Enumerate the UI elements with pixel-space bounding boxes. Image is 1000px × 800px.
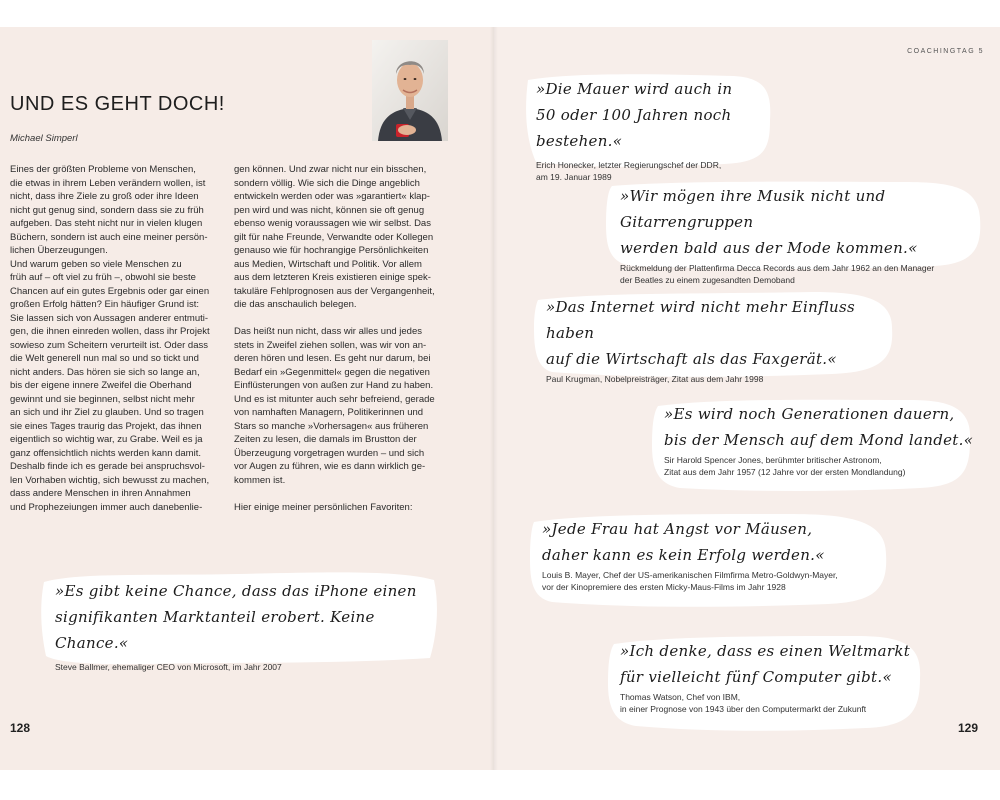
quote-attribution: Steve Ballmer, ehemaliger CEO von Microsoft, im Jahr 2007 bbox=[55, 662, 282, 672]
quote-bubble-decca bbox=[604, 178, 982, 285]
body-line: Bedarf ein »Gegenmittel« gegen die negativen bbox=[234, 366, 430, 378]
quote-line: 50 oder 100 Jahren noch bestehen.« bbox=[536, 106, 732, 150]
quote-line: auf die Wirtschaft als das Faxgerät.« bbox=[546, 350, 837, 368]
quote-line: bis der Mensch auf dem Mond landet.« bbox=[664, 431, 974, 449]
book-gutter bbox=[490, 27, 498, 770]
page-number-left: 128 bbox=[10, 721, 31, 735]
body-line: die das anschaulich belegen. bbox=[234, 299, 357, 310]
body-line: Einflüsterungen von außen zur Hand zu haben. bbox=[234, 380, 434, 391]
quote-bubble-watson bbox=[606, 632, 924, 732]
quote-line: »Ich denke, dass es einen Weltmarkt bbox=[620, 642, 911, 660]
body-line: takuläre Fehlprognosen aus der Vergangenheit, bbox=[234, 285, 435, 297]
quote-attribution: Thomas Watson, Chef von IBM, bbox=[620, 692, 741, 702]
body-line: Und es ist mitunter auch sehr befreiend, gerade bbox=[234, 393, 435, 405]
quote-attribution: vor der Kinopremiere des ersten Micky-Maus-Films im Jahr 1928 bbox=[542, 581, 786, 592]
quote-line: signifikanten Marktanteil erobert. Keine Chance.« bbox=[55, 608, 375, 652]
body-line: bis der eigene innere Zweifel die Oberhand bbox=[10, 380, 192, 391]
quote-attribution: in einer Prognose von 1943 über den Computermarkt der Zukunft bbox=[620, 703, 867, 714]
quote-attribution: Erich Honecker, letzter Regierungschef der DDR, bbox=[536, 160, 722, 170]
body-line: von namhaften Managern, Politikerinnen und bbox=[234, 407, 424, 418]
quote-line: »Das Internet wird nicht mehr Einfluss haben bbox=[546, 298, 856, 342]
body-line: pen wird und was nicht, können sie oft genug bbox=[234, 204, 425, 216]
body-line: Eines der größten Probleme von Menschen, bbox=[10, 164, 196, 175]
quote-line: für vielleicht fünf Computer gibt.« bbox=[620, 668, 892, 686]
quote-line: werden bald aus der Mode kommen.« bbox=[620, 239, 918, 257]
body-line: Deshalb finde ich es gerade bei anspruchsvol- bbox=[10, 461, 205, 472]
body-text-column-1 bbox=[10, 163, 222, 514]
chapter-title: UND ES GEHT DOCH! bbox=[10, 93, 225, 115]
body-line: Und warum geben so viele Menschen zu bbox=[10, 258, 182, 270]
body-line: ganz offensichtlich nichts werden kann damit. bbox=[10, 447, 201, 459]
quote-bubble-mayer bbox=[528, 510, 890, 608]
body-text-column-2 bbox=[234, 163, 446, 514]
quote-attribution: Louis B. Mayer, Chef der US-amerikanischen Filmfirma Metro-Goldwyn-Mayer, bbox=[542, 570, 838, 580]
quote-attribution: Sir Harold Spencer Jones, berühmter britischer Astronom, bbox=[664, 455, 882, 465]
body-line: genauso wie für hochrangige Persönlichkeiten bbox=[234, 245, 429, 256]
quote-attribution: Paul Krugman, Nobelpreisträger, Zitat aus dem Jahr 1998 bbox=[546, 374, 764, 384]
body-line: kommen ist. bbox=[234, 474, 286, 486]
body-line: gewinnt und sie beginnen, selbst nicht mehr bbox=[10, 393, 195, 405]
paragraph-gap bbox=[234, 487, 446, 501]
body-line: aufgeben. Das steht nicht nur in vielen klugen bbox=[10, 218, 203, 229]
body-line: die etwas in ihrem Leben verändern wollen, ist bbox=[10, 177, 206, 189]
body-line: vor Augen zu führen, wie es dann wirklich ge- bbox=[234, 461, 426, 472]
quote-line: »Jede Frau hat Angst vor Mäusen, bbox=[542, 520, 813, 538]
body-line: len Vorhaben wichtig, sich bewusst zu machen, bbox=[10, 474, 210, 486]
body-line: nicht anders. Das hören sie sich so lange an, bbox=[10, 366, 200, 378]
quote-bubble-iphone bbox=[38, 568, 438, 672]
body-line: sondern völlig. Wie sich die Dinge angeblich bbox=[234, 177, 420, 189]
body-line: großen Erfolg hätten? Ein häufiger Grund ist: bbox=[10, 299, 200, 310]
body-line: gen können. Und zwar nicht nur ein bisschen, bbox=[234, 164, 427, 175]
quote-line: daher kann es kein Erfolg werden.« bbox=[542, 546, 825, 564]
body-line: aus dem letzteren Kreis existieren einige spek- bbox=[234, 272, 431, 283]
body-line: deren hören und lesen. Es geht nur darum, bei bbox=[234, 353, 431, 364]
body-line: und Prophezeiungen immer auch danebenlie- bbox=[10, 501, 203, 513]
quote-attribution: Rückmeldung der Plattenfirma Decca Records aus dem Jahr 1962 an den Manager bbox=[620, 263, 935, 273]
body-line: nicht gut genug sind, sondern dass sie zu früh bbox=[10, 204, 204, 216]
page-number-right: 129 bbox=[958, 721, 979, 735]
body-line: an sich und ihr Ziel zu glauben. Und so tragen bbox=[10, 407, 204, 418]
body-line: entwickeln werden oder was »garantiert« klap- bbox=[234, 191, 430, 202]
body-line: Hier einige meiner persönlichen Favoriten: bbox=[234, 501, 413, 513]
body-line: eigentlich so wichtig war, zu Grabe. Weil es ja bbox=[10, 434, 203, 445]
running-head: COACHINGTAG 5 bbox=[907, 48, 984, 55]
body-line: stets in Zweifel ziehen sollen, was wir von an- bbox=[234, 339, 427, 351]
body-line: Stars so manche »Vorhersagen« aus früheren bbox=[234, 420, 429, 432]
author-photo bbox=[372, 40, 448, 141]
body-line: sie eines Tages traurig das Projekt, das ihnen bbox=[10, 420, 202, 432]
body-line: gilt für nahe Freunde, Verwandte oder Kollegen bbox=[234, 231, 434, 243]
quote-attribution: der Beatles zu einem zugesandten Demoband bbox=[620, 274, 795, 285]
quote-attribution: am 19. Januar 1989 bbox=[536, 171, 612, 182]
quote-bubble-spencer-jones bbox=[650, 396, 974, 492]
body-line: Sie lassen sich von Aussagen anderer entmuti- bbox=[10, 312, 209, 324]
quote-bubble-krugman bbox=[532, 288, 896, 384]
quote-bubble-honecker bbox=[524, 70, 774, 182]
quote-line: »Es gibt keine Chance, dass das iPhone einen bbox=[55, 582, 417, 600]
body-line: Überzeugung vorgetragen wurden – und sich bbox=[234, 447, 425, 459]
quote-line: »Es wird noch Generationen dauern, bbox=[664, 405, 955, 423]
body-line: sowieso zum Scheitern verurteilt ist. Oder dass bbox=[10, 339, 208, 351]
body-line: dass andere Menschen in ihren Annahmen bbox=[10, 488, 191, 499]
body-line: Büchern, sondern ist auch eine meiner persön- bbox=[10, 231, 208, 243]
paragraph-gap bbox=[234, 312, 446, 326]
body-line: die Welt generell nun mal so und so tickt und bbox=[10, 353, 199, 364]
body-line: früh auf – oft viel zu früh –, obwohl sie beste bbox=[10, 272, 196, 283]
body-line: lichen Überzeugungen. bbox=[10, 245, 108, 256]
quote-line: »Die Mauer wird auch in bbox=[536, 80, 733, 98]
quote-line: »Wir mögen ihre Musik nicht und Gitarrengruppen bbox=[620, 187, 886, 231]
body-line: nicht, dass ihre Ziele zu groß oder ihre Ideen bbox=[10, 191, 199, 202]
quote-attribution: Zitat aus dem Jahr 1957 (12 Jahre vor der ersten Mondlandung) bbox=[664, 466, 906, 477]
body-line: Chancen auf ein gutes Ergebnis oder gar einen bbox=[10, 285, 210, 297]
body-line: Zeiten zu lesen, die damals im Brustton der bbox=[234, 434, 417, 445]
body-line: gen, die ihnen einreden wollen, dass ihr Projekt bbox=[10, 326, 210, 337]
body-line: ebenso wenig voraussagen wie wir selbst. Das bbox=[234, 218, 431, 229]
body-line: Das heißt nun nicht, dass wir alles und jedes bbox=[234, 326, 422, 337]
author-name: Michael Simperl bbox=[10, 133, 78, 144]
body-line: aus Medien, Wirtschaft und Politik. Vor allem bbox=[234, 258, 422, 270]
